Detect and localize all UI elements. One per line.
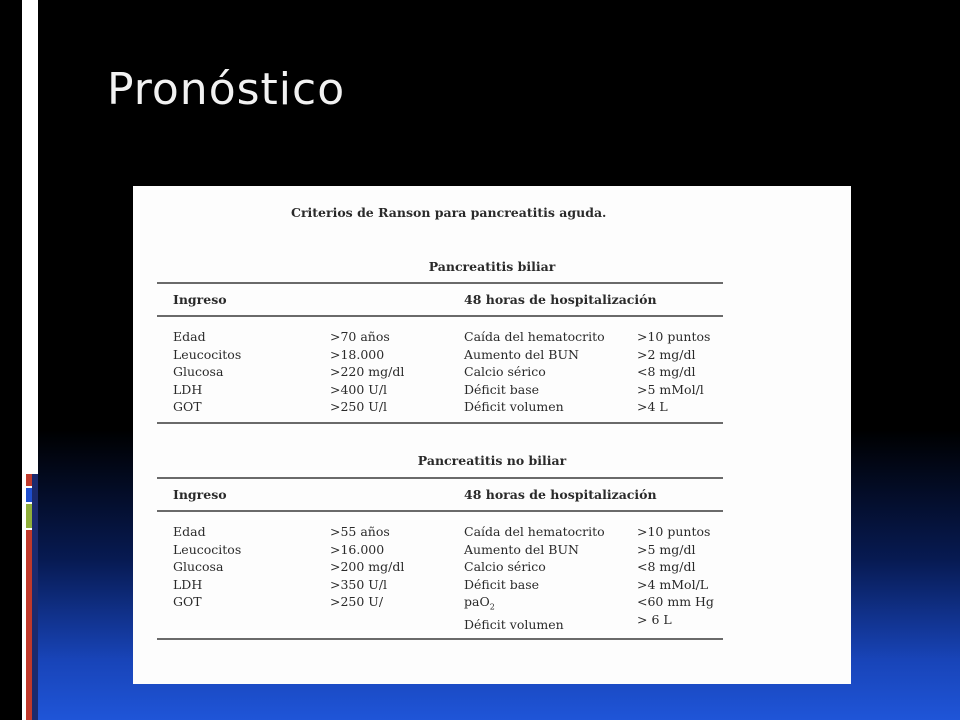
table-caption: Criterios de Ranson para pancreatitis aguda. (291, 205, 607, 220)
table-row: >10 puntos >5 mg/dl <8 mg/dl >4 mMol/L <60 mm Hg > 6 L (637, 524, 714, 627)
table-row: Edad Leucocitos Glucosa LDH GOT (173, 524, 242, 609)
table-row: >10 puntos >2 mg/dl <8 mg/dl >5 mMol/l >4 L (637, 329, 711, 414)
section-title-no-biliar: Pancreatitis no biliar (417, 453, 567, 468)
table-row: Caída del hematocrito Aumento del BUN Calcio sérico Déficit base paO$_2$ Déficit volumen (464, 524, 605, 632)
slide-title: Pronóstico (107, 64, 346, 115)
section-title-biliar: Pancreatitis biliar (428, 259, 556, 274)
divider (157, 422, 723, 424)
divider (157, 282, 723, 284)
table-row: >55 años >16.000 >200 mg/dl >350 U/l >250 U/ (330, 524, 405, 609)
divider (157, 510, 723, 512)
table-row: Edad Leucocitos Glucosa LDH GOT (173, 329, 242, 414)
divider (157, 477, 723, 479)
column-header-48h: 48 horas de hospitalización (464, 292, 657, 307)
column-header-48h: 48 horas de hospitalización (464, 487, 657, 502)
table-row: >70 años >18.000 >220 mg/dl >400 U/l >250 U/l (330, 329, 405, 414)
divider (157, 638, 723, 640)
column-header-ingreso: Ingreso (173, 487, 227, 502)
column-header-ingreso: Ingreso (173, 292, 227, 307)
table-row: Caída del hematocrito Aumento del BUN Calcio sérico Déficit base Déficit volumen (464, 329, 605, 414)
ranson-criteria-table (133, 186, 851, 684)
divider (157, 315, 723, 317)
